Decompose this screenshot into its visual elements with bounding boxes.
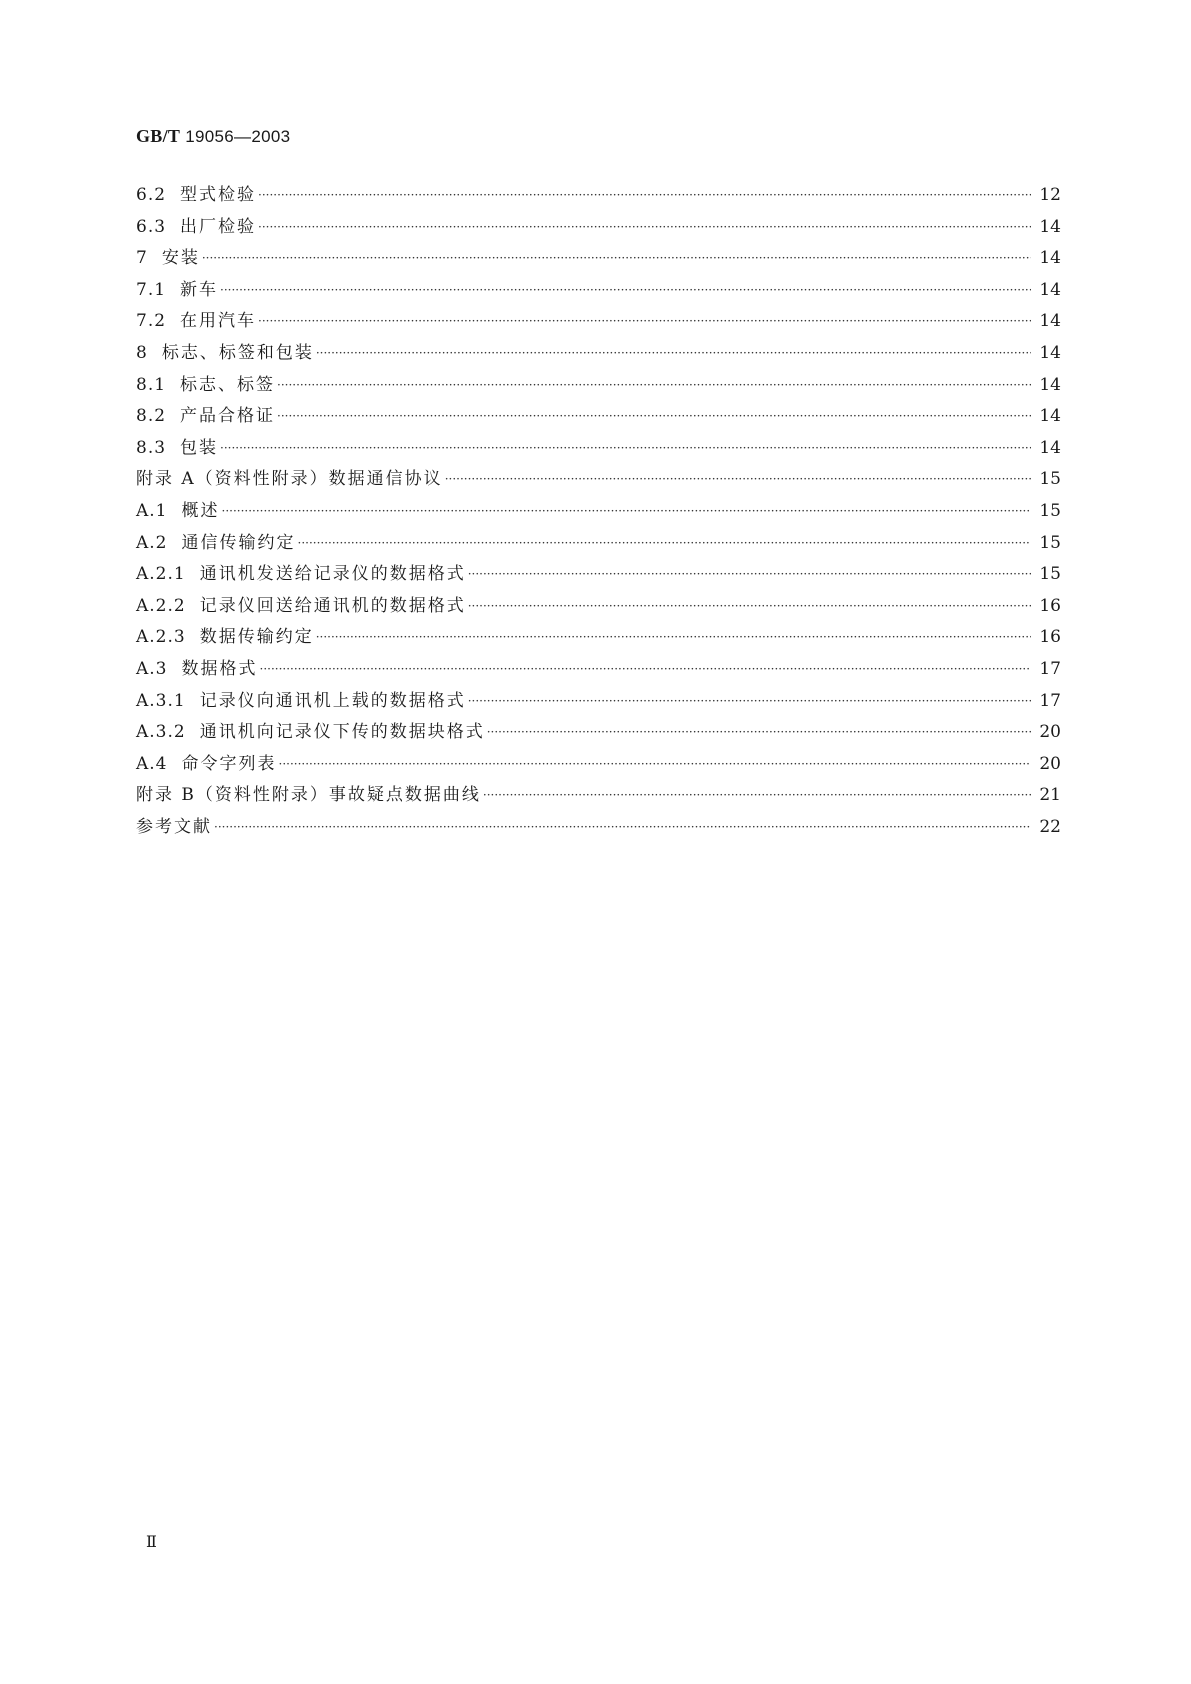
page-number: Ⅱ xyxy=(146,1534,157,1551)
toc-entry-page: 20 xyxy=(1039,753,1061,774)
dot-leader xyxy=(468,559,1031,591)
toc-entry-page: 14 xyxy=(1039,342,1061,363)
toc-entry-8[interactable] xyxy=(136,338,1061,370)
toc-entry-page: 21 xyxy=(1039,785,1061,806)
toc-entry-a-2-2[interactable] xyxy=(136,591,1061,623)
toc-entry-title: 型式检验 xyxy=(180,185,257,205)
toc-entry-8-2[interactable] xyxy=(136,401,1061,433)
toc-entry-page: 15 xyxy=(1039,532,1061,553)
toc-entry-number: 6.3 xyxy=(136,216,167,237)
toc-entry-title: 附录 A（资料性附录）数据通信协议 xyxy=(136,469,443,490)
toc-entry-page: 14 xyxy=(1039,437,1061,458)
toc-entry-number: 8 xyxy=(136,342,148,363)
toc-entry-number: 6.2 xyxy=(136,185,167,205)
toc-entry-a-2-3[interactable] xyxy=(136,622,1061,654)
dot-leader xyxy=(445,464,1031,496)
toc-entry-page: 14 xyxy=(1039,311,1061,332)
toc-entry-a-3-1[interactable] xyxy=(136,686,1061,718)
toc-entry-7-1[interactable] xyxy=(136,275,1061,307)
toc-entry-title: 记录仪回送给通讯机的数据格式 xyxy=(199,595,466,616)
toc-entry-a-3-2[interactable] xyxy=(136,717,1061,749)
toc-entry-title: 新车 xyxy=(180,279,219,300)
dot-leader xyxy=(279,749,1032,781)
toc-entry-page: 15 xyxy=(1039,500,1061,521)
dot-leader xyxy=(258,306,1031,338)
dot-leader xyxy=(487,717,1031,749)
toc-entry-page: 14 xyxy=(1039,406,1061,427)
toc-entry-8-1[interactable] xyxy=(136,370,1061,402)
toc-entry-page: 14 xyxy=(1039,216,1061,237)
dot-leader xyxy=(468,591,1031,623)
toc-entry-number: A.4 xyxy=(136,753,168,774)
toc-entry-page: 12 xyxy=(1039,185,1061,205)
toc-entry-number: 8.3 xyxy=(136,437,167,458)
document-header xyxy=(136,126,290,147)
toc-entry-title: 附录 B（资料性附录）事故疑点数据曲线 xyxy=(136,785,481,806)
standard-code: GB/T xyxy=(136,126,181,146)
toc-entry-references[interactable] xyxy=(136,812,1061,844)
standard-number: 19056—2003 xyxy=(185,127,291,146)
toc-entry-title: 标志、标签 xyxy=(180,374,276,395)
toc-entry-number: A.2.2 xyxy=(136,595,186,616)
toc-entry-title: 通信传输约定 xyxy=(181,532,296,553)
toc-entry-page: 17 xyxy=(1039,690,1061,711)
toc-entry-6-3[interactable] xyxy=(136,212,1061,244)
toc-entry-page: 20 xyxy=(1039,722,1061,743)
toc-entry-number: A.2.1 xyxy=(136,564,186,585)
toc-entry-6-2[interactable] xyxy=(136,180,1061,212)
toc-entry-number: 7.1 xyxy=(136,279,167,300)
dot-leader xyxy=(214,812,1031,844)
toc-entry-title: 数据传输约定 xyxy=(199,627,314,648)
toc-entry-number: A.1 xyxy=(136,500,168,521)
toc-entry-a-4[interactable] xyxy=(136,749,1061,781)
dot-leader xyxy=(468,686,1031,718)
toc-entry-number: A.3.2 xyxy=(136,722,186,743)
toc-entry-title: 参考文献 xyxy=(136,816,212,837)
toc-entry-page: 16 xyxy=(1039,595,1061,616)
dot-leader xyxy=(220,433,1031,465)
toc-entry-number: 8.1 xyxy=(136,374,167,395)
toc-entry-page: 14 xyxy=(1039,279,1061,300)
toc-entry-title: 数据格式 xyxy=(181,658,258,679)
toc-entry-page: 15 xyxy=(1039,469,1061,490)
toc-entry-title: 标志、标签和包装 xyxy=(161,342,314,363)
toc-entry-a-2-1[interactable] xyxy=(136,559,1061,591)
dot-leader xyxy=(298,528,1032,560)
toc-entry-a-2[interactable] xyxy=(136,528,1061,560)
toc-entry-page: 16 xyxy=(1039,627,1061,648)
toc-entry-a-3[interactable] xyxy=(136,654,1061,686)
dot-leader xyxy=(316,338,1031,370)
toc-entry-title: 通讯机向记录仪下传的数据块格式 xyxy=(199,722,485,743)
toc-entry-title: 在用汽车 xyxy=(180,311,257,332)
toc-entry-title: 命令字列表 xyxy=(181,753,277,774)
toc-entry-number: 8.2 xyxy=(136,406,167,427)
toc-entry-title: 产品合格证 xyxy=(180,406,276,427)
table-of-contents xyxy=(136,180,1061,843)
dot-leader xyxy=(202,243,1031,275)
toc-entry-title: 包装 xyxy=(180,437,219,458)
toc-entry-appendix-b[interactable] xyxy=(136,780,1061,812)
toc-entry-appendix-a[interactable] xyxy=(136,464,1061,496)
toc-entry-title: 安装 xyxy=(161,248,200,269)
dot-leader xyxy=(258,212,1031,244)
toc-entry-title: 通讯机发送给记录仪的数据格式 xyxy=(199,564,466,585)
toc-entry-number: 7.2 xyxy=(136,311,167,332)
toc-entry-page: 14 xyxy=(1039,374,1061,395)
toc-entry-number: A.2.3 xyxy=(136,627,186,648)
dot-leader xyxy=(277,370,1031,402)
toc-entry-page: 17 xyxy=(1039,658,1061,679)
toc-entry-title: 出厂检验 xyxy=(180,216,257,237)
dot-leader xyxy=(260,654,1032,686)
toc-entry-number: A.2 xyxy=(136,532,168,553)
toc-entry-number: A.3.1 xyxy=(136,690,186,711)
toc-entry-title: 概述 xyxy=(181,500,220,521)
dot-leader xyxy=(316,622,1031,654)
toc-entry-a-1[interactable] xyxy=(136,496,1061,528)
dot-leader xyxy=(483,780,1031,812)
toc-entry-number: A.3 xyxy=(136,658,168,679)
toc-entry-7-2[interactable] xyxy=(136,306,1061,338)
toc-entry-8-3[interactable] xyxy=(136,433,1061,465)
toc-entry-page: 15 xyxy=(1039,564,1061,585)
toc-entry-page: 14 xyxy=(1039,248,1061,269)
dot-leader xyxy=(220,275,1031,307)
toc-entry-7[interactable] xyxy=(136,243,1061,275)
dot-leader xyxy=(258,180,1031,212)
toc-entry-page: 22 xyxy=(1039,816,1061,837)
toc-entry-title: 记录仪向通讯机上载的数据格式 xyxy=(199,690,466,711)
dot-leader xyxy=(222,496,1032,528)
toc-entry-number: 7 xyxy=(136,248,148,269)
dot-leader xyxy=(277,401,1031,433)
